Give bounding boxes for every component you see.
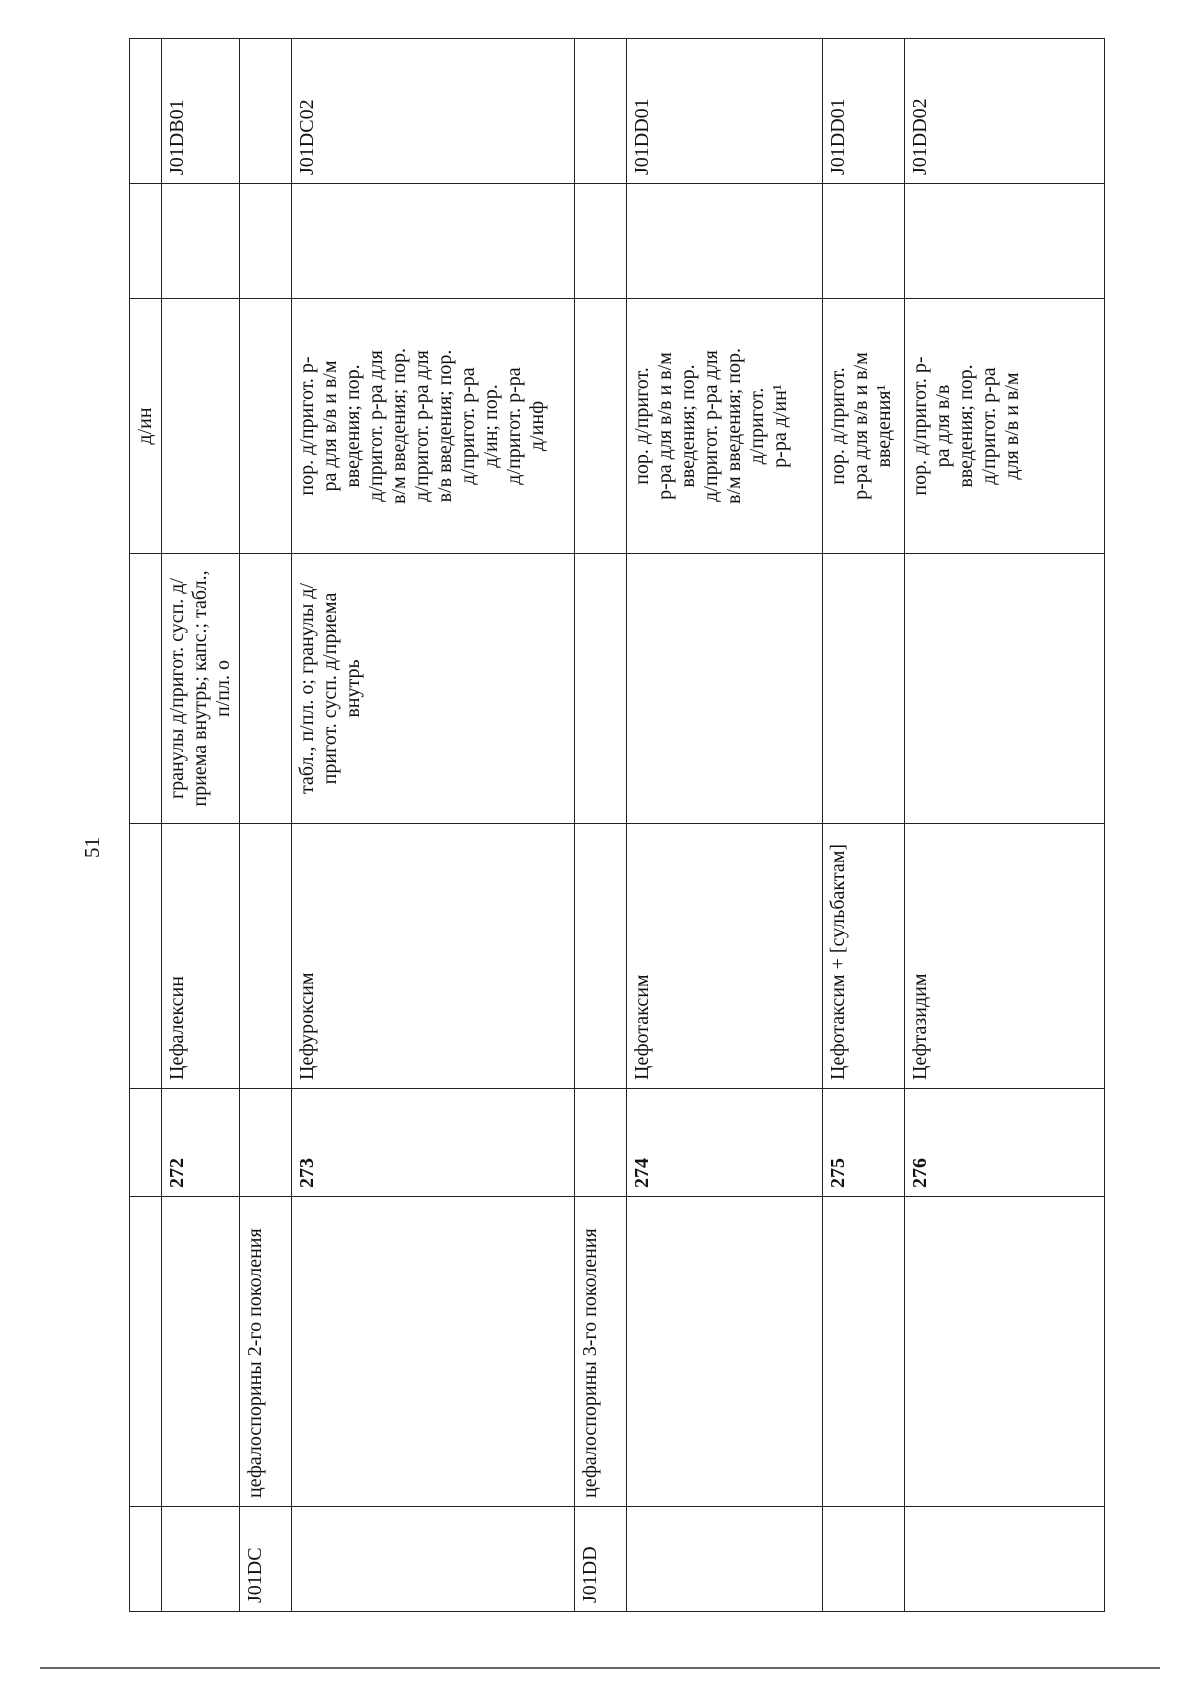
form-line: р-ра для в/в и в/м — [850, 352, 872, 500]
form-line: р-ра д/ин¹ — [769, 384, 791, 468]
form-line: в/м введения; пор. — [388, 348, 410, 504]
group-name-cell — [823, 1197, 905, 1507]
form-line: пор. д/пригот. — [827, 367, 849, 485]
oral-forms-cell — [627, 554, 823, 824]
table-row — [575, 39, 627, 1612]
item-number-cell: 272 — [162, 1089, 240, 1197]
table-row — [823, 39, 905, 1612]
oral-forms-cell — [240, 554, 292, 824]
item-number-cell: 274 — [627, 1089, 823, 1197]
note-cell — [162, 184, 240, 299]
oral-forms-cell — [823, 554, 905, 824]
item-number-cell: 275 — [823, 1089, 905, 1197]
form-line: д/пригот. — [746, 387, 768, 465]
atc-code-cell: J01DD01 — [627, 39, 823, 184]
form-line: д/пригот. р-ра — [457, 367, 479, 485]
form-line: д/пригот. р-ра для — [700, 350, 722, 502]
injection-forms-cell — [905, 299, 1105, 554]
group-name-cell — [905, 1197, 1105, 1507]
atc-code-cell: J01DB01 — [162, 39, 240, 184]
note-cell — [240, 184, 292, 299]
header-cell — [130, 1089, 162, 1197]
injection-forms-cell — [292, 299, 575, 554]
table-header-row — [130, 39, 162, 1612]
drug-name-cell: Цефуроксим — [292, 824, 575, 1089]
drug-name-cell: Цефотаксим — [627, 824, 823, 1089]
drug-name-cell: Цефтазидим — [905, 824, 1105, 1089]
note-cell — [575, 184, 627, 299]
form-line: д/ин; пор. — [480, 384, 502, 468]
group-name-cell: цефалоспорины 3-го поколения — [575, 1197, 627, 1507]
group-name-cell — [292, 1197, 575, 1507]
atc-code-cell: J01DC02 — [292, 39, 575, 184]
group-code-cell: J01DC — [240, 1507, 292, 1612]
header-cell — [130, 1507, 162, 1612]
atc-code-cell: J01DD02 — [905, 39, 1105, 184]
form-line: пор. д/пригот. — [631, 367, 653, 485]
form-line: д/пригот. р-ра для — [365, 350, 387, 502]
page-number: 51 — [80, 837, 104, 858]
note-cell — [823, 184, 905, 299]
drug-name-cell: Цефотаксим + [сульбактам] — [823, 824, 905, 1089]
group-code-cell — [905, 1507, 1105, 1612]
form-line: введения; пор. — [955, 364, 977, 488]
injection-forms-cell — [575, 299, 627, 554]
injection-forms-cell — [162, 299, 240, 554]
form-line: введения; пор. — [677, 364, 699, 488]
form-line: для в/в и в/м — [1001, 372, 1023, 480]
oral-forms-cell — [905, 554, 1105, 824]
form-line: введения¹ — [873, 384, 895, 468]
item-number-cell: 273 — [292, 1089, 575, 1197]
form-line: ра для в/в и в/м — [319, 360, 341, 492]
form-line: ра для в/в — [932, 384, 954, 468]
form-line: в/м введения; пор. — [723, 348, 745, 504]
drug-name-cell: Цефалексин — [162, 824, 240, 1089]
atc-code-cell — [240, 39, 292, 184]
header-cell — [130, 1197, 162, 1507]
item-number-cell — [240, 1089, 292, 1197]
header-cell — [130, 554, 162, 824]
form-line: пор. д/пригот. р- — [909, 356, 931, 496]
oral-forms-cell — [575, 554, 627, 824]
form-line: р-ра для в/в и в/м — [654, 352, 676, 500]
table-row — [905, 39, 1105, 1612]
header-cell — [130, 184, 162, 299]
oral-forms-cell: гранулы д/пригот. сусп. д/приема внутрь; капс.; табл., п/пл. о — [162, 554, 240, 824]
form-line: в/в введения; пор. — [434, 349, 456, 503]
header-cell: д/ин — [130, 299, 162, 554]
group-code-cell — [823, 1507, 905, 1612]
form-line: введения; пор. — [342, 364, 364, 488]
form-line: д/пригот. р-ра для — [411, 350, 433, 502]
note-cell — [292, 184, 575, 299]
item-number-cell: 276 — [905, 1089, 1105, 1197]
drug-name-cell — [575, 824, 627, 1089]
form-line: д/инф — [526, 400, 548, 452]
atc-code-cell: J01DD01 — [823, 39, 905, 184]
group-code-cell — [292, 1507, 575, 1612]
item-number-cell — [575, 1089, 627, 1197]
atc-code-cell — [575, 39, 627, 184]
group-code-cell — [162, 1507, 240, 1612]
injection-forms-cell — [240, 299, 292, 554]
form-line: д/пригот. р-ра — [978, 367, 1000, 485]
form-line: д/пригот. р-ра — [503, 367, 525, 485]
group-code-cell — [627, 1507, 823, 1612]
header-cell — [130, 824, 162, 1089]
header-cell — [130, 39, 162, 184]
injection-forms-cell — [823, 299, 905, 554]
drug-name-cell — [240, 824, 292, 1089]
form-line: пор. д/пригот. р- — [296, 356, 318, 496]
table-row — [240, 39, 292, 1612]
note-cell — [627, 184, 823, 299]
group-code-cell: J01DD — [575, 1507, 627, 1612]
group-name-cell — [627, 1197, 823, 1507]
injection-forms-cell — [627, 299, 823, 554]
group-name-cell: цефалоспорины 2-го поколения — [240, 1197, 292, 1507]
scan-edge-line — [40, 1667, 1160, 1669]
note-cell — [905, 184, 1105, 299]
group-name-cell — [162, 1197, 240, 1507]
table-row — [292, 39, 575, 1612]
table-row — [162, 39, 240, 1612]
drug-table — [129, 38, 1105, 1612]
oral-forms-cell: табл., п/пл. о; гранулы д/пригот. сусп. д/приема внутрь — [292, 554, 575, 824]
table-row — [627, 39, 823, 1612]
